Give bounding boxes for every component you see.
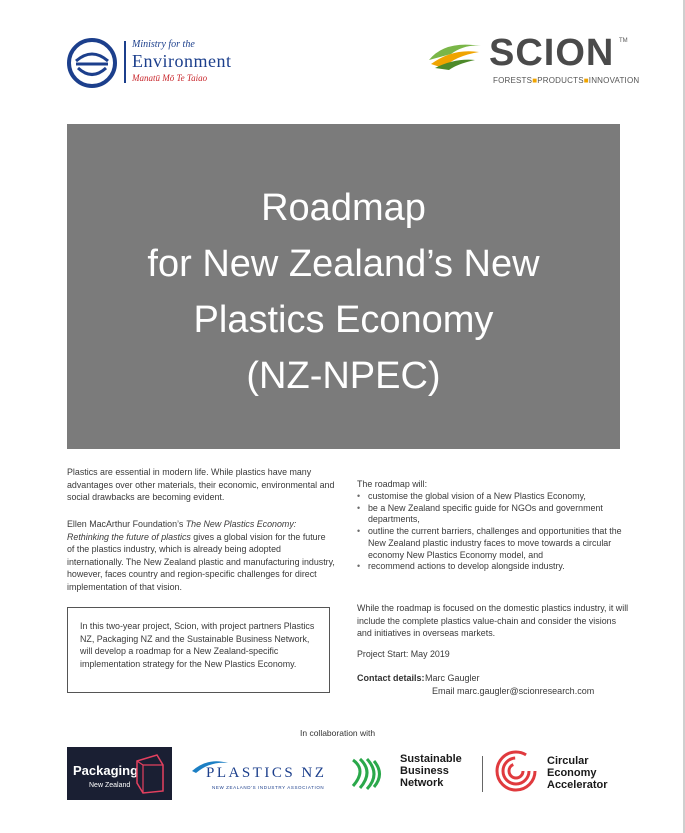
bullet-icon: • <box>357 561 361 572</box>
packaging-nz-logo <box>67 747 172 800</box>
title-banner <box>67 124 620 449</box>
cea-line2: Economy <box>547 767 597 779</box>
sustainable-business-network-logo <box>349 752 469 798</box>
scion-tagline <box>493 76 639 85</box>
project-summary-box <box>67 607 330 693</box>
mfe-divider <box>124 41 126 83</box>
emf-report-title: The New Plastics Economy: Rethinking the future of plastics <box>67 519 297 542</box>
mfe-line1: Ministry for the <box>132 39 195 50</box>
title-line2: for New Zealand’s New <box>147 243 540 285</box>
cea-rings-icon <box>494 748 538 794</box>
roadmap-intro: The roadmap will: <box>357 479 428 489</box>
roadmap-focus-paragraph: While the roadmap is focused on the domestic plastics industry, it will include the complete plastics value-chain and consider the visions and initiatives in overseas markets. <box>357 603 629 639</box>
plastics-subtitle: NEW ZEALAND'S INDUSTRY ASSOCIATION <box>212 785 325 790</box>
roadmap-goals-list <box>357 491 632 573</box>
ministry-for-the-environment-logo <box>66 37 266 87</box>
mfe-line2: Environment <box>132 51 232 71</box>
mfe-emblem-icon <box>66 37 118 89</box>
list-item <box>357 503 632 526</box>
project-start: Project Start: May 2019 <box>357 649 450 659</box>
packaging-wordmark: Packaging <box>73 763 139 778</box>
page-title <box>67 180 620 404</box>
mfe-line3: Manatū Mō Te Taiao <box>132 73 208 83</box>
plastics-nz-logo <box>190 757 330 797</box>
scion-tag-innovation: INNOVATION <box>588 76 640 85</box>
cea-line1: Circular <box>547 755 589 767</box>
plastics-wordmark: PLASTICS NZ <box>206 765 327 781</box>
list-item <box>357 491 632 503</box>
circular-economy-accelerator-logo <box>494 748 629 796</box>
cea-wordmark <box>547 755 608 791</box>
title-line3: Plastics Economy <box>193 299 494 341</box>
bullet-icon: • <box>357 526 361 537</box>
scion-wordmark: SCION <box>489 32 615 74</box>
partner-divider <box>482 756 483 792</box>
scion-tag-products: PRODUCTS <box>537 76 584 85</box>
contact-name: Marc Gaugler <box>425 673 480 683</box>
packaging-subtitle: New Zealand <box>89 782 131 789</box>
tag-separator-icon: ■ <box>532 76 538 85</box>
bullet-icon: • <box>357 491 361 501</box>
sbn-line2: Business <box>400 765 449 777</box>
scion-trademark: TM <box>619 38 628 44</box>
scion-logo <box>425 32 640 92</box>
title-line1: Roadmap <box>261 187 426 229</box>
scion-leaf-icon <box>425 38 485 72</box>
contact-email[interactable]: Email marc.gaugler@scionresearch.com <box>432 686 595 696</box>
list-item <box>357 526 632 561</box>
list-item-text: customise the global vision of a New Plastics Economy, <box>368 491 586 501</box>
list-item-text: recommend actions to develop alongside industry. <box>368 561 565 572</box>
list-item-text: outline the current barriers, challenges and opportunities that the New Zealand plastic industry faces to move towards a circular economy New Plastics Economy model, and <box>368 526 622 560</box>
title-line4: (NZ-NPEC) <box>246 355 441 397</box>
project-summary-text: In this two-year project, Scion, with project partners Plastics NZ, Packaging NZ and the Sustainable Business Network, will develop a roadmap for a New Zealand-specific implementation strategy for the New Plastics Economy. <box>80 621 315 669</box>
list-item-text: be a New Zealand specific guide for NGOs and government departments, <box>368 502 603 525</box>
list-item <box>357 561 632 573</box>
sbn-mark-icon <box>349 756 385 792</box>
collaboration-heading: In collaboration with <box>300 728 376 738</box>
cea-line3: Accelerator <box>547 779 608 791</box>
tag-separator-icon: ■ <box>583 76 589 85</box>
emf-suffix: gives a global vision for the future of the plastics industry, which is already being adopted internationally. The New Zealand plastic and manufacturing industry, however, faces country and region-specific challenges for direct implementation of that vision. <box>67 531 335 592</box>
packaging-box-icon <box>133 753 167 795</box>
intro-paragraph: Plastics are essential in modern life. While plastics have many advantages over other materials, their economic, environmental and social drawbacks are becoming evident. <box>67 467 335 503</box>
sbn-wordmark <box>400 753 462 789</box>
sbn-line1: Sustainable <box>400 753 462 765</box>
bullet-icon: • <box>357 502 361 513</box>
sbn-line3: Network <box>400 777 444 789</box>
emf-paragraph <box>67 518 335 594</box>
contact-label: Contact details: <box>357 673 425 683</box>
emf-prefix: Ellen MacArthur Foundation’s <box>67 519 186 529</box>
scion-tag-forests: FORESTS <box>493 76 533 85</box>
